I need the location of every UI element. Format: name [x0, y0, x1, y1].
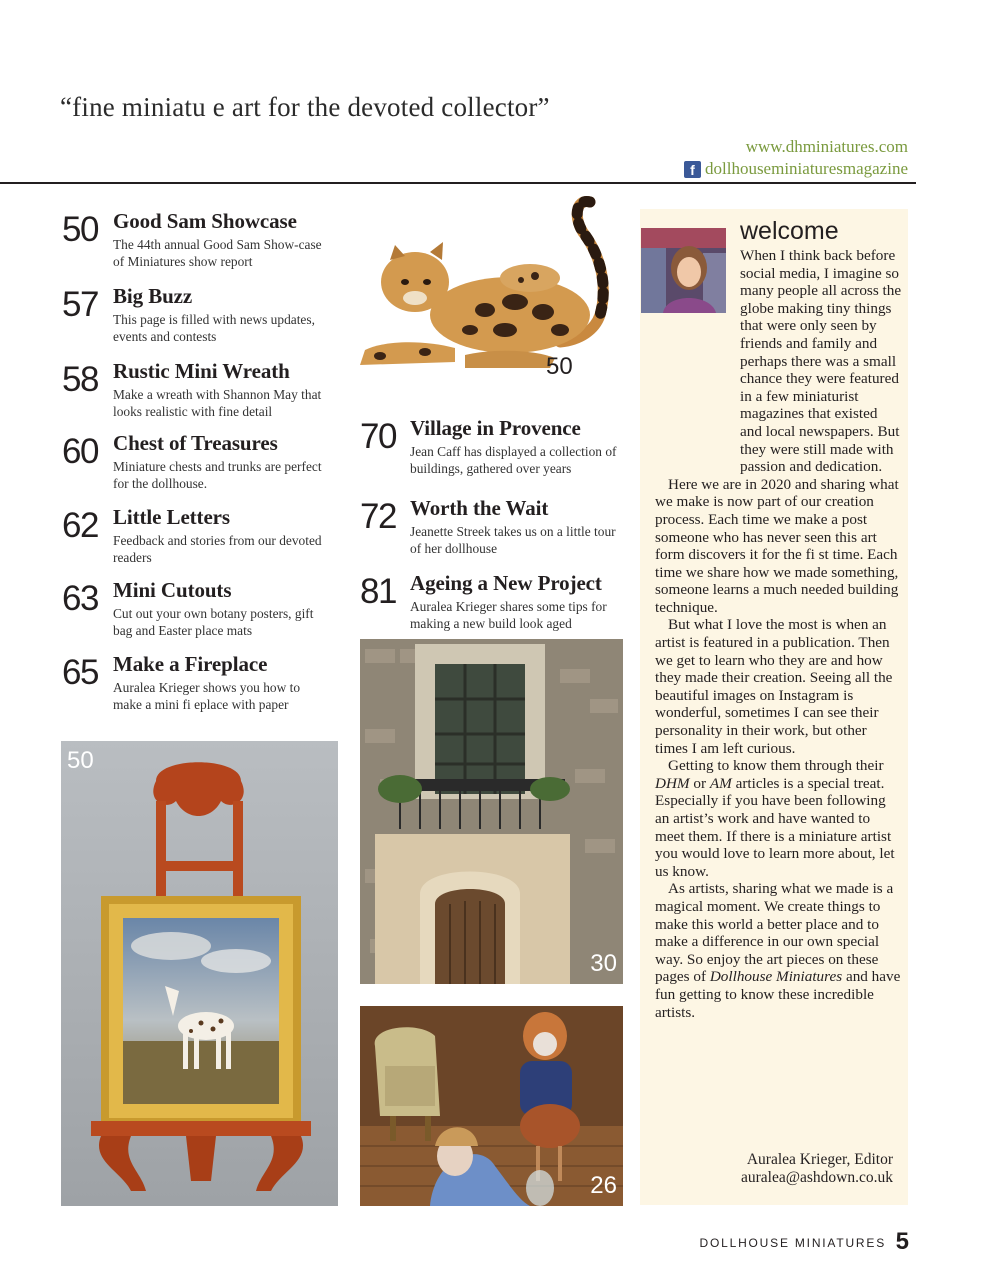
- contents-title: Mini Cutouts: [113, 578, 232, 602]
- leopard-photo[interactable]: [345, 190, 630, 385]
- footer-magazine-name: DOLLHOUSE MINIATURES: [699, 1236, 886, 1250]
- contents-page-number: 62: [62, 506, 98, 545]
- easel-painting-photo[interactable]: [61, 741, 338, 1206]
- figures-photo[interactable]: [360, 1006, 623, 1206]
- fireplace-illustration: [360, 639, 623, 984]
- figures-illustration: [360, 1006, 623, 1206]
- contents-title: Worth the Wait: [410, 496, 549, 520]
- contents-page-number: 81: [360, 572, 396, 611]
- contents-page-number: 63: [62, 579, 98, 618]
- page-number: 5: [895, 1228, 909, 1255]
- contents-title: Chest of Treasures: [113, 431, 278, 455]
- contents-page-number: 72: [360, 497, 396, 536]
- contents-title: Good Sam Showcase: [113, 209, 297, 233]
- magazine-tagline: “fine miniatu e art for the devoted collector”: [60, 92, 550, 122]
- website-link[interactable]: www.dhminiatures.com: [745, 137, 908, 156]
- contents-description: Jean Caff has displayed a collection of buildings, gathered over years: [410, 444, 617, 476]
- easel-illustration: [61, 741, 338, 1206]
- letter-paragraph: Getting to know them through their DHM or AM articles is a special treat. Especially if you have been following an artist’s work and have wanted to meet them. If there is a miniature artist you would love to learn more about, let us know.: [655, 757, 895, 880]
- letter-paragraph: As artists, sharing what we made is a magical moment. We create things to make this world a better place and to make a difference in our own special way. So enjoy the art pieces on these pages of Dollhouse Miniatures and have fun getting to know these incredible artists.: [655, 880, 901, 1021]
- contents-page-number: 60: [62, 432, 98, 471]
- contents-description: Make a wreath with Shannon May that looks realistic with fine detail: [113, 387, 322, 419]
- welcome-heading: welcome: [740, 217, 839, 245]
- photo-page-number: 50: [546, 353, 573, 380]
- contents-description: The 44th annual Good Sam Show-case of Miniatures show report: [113, 237, 322, 269]
- contents-description: Auralea Krieger shows you how to make a mini fi eplace with paper: [113, 680, 301, 712]
- letter-paragraph: When I think back before social media, I imagine so many people all across the globe making tiny things that were only seen by friends and family and perhaps there was a small chance they were featured in a few miniaturist magazines that existed and local newspapers. But they were still made with passion and dedication.: [740, 247, 902, 476]
- facebook-icon: f: [684, 161, 701, 178]
- contents-title: Village in Provence: [410, 416, 581, 440]
- photo-page-number: 50: [67, 747, 94, 774]
- editor-signature: [655, 1151, 893, 1187]
- contents-description: Miniature chests and trunks are perfect for the dollhouse.: [113, 459, 322, 491]
- contents-title: Make a Fireplace: [113, 652, 268, 676]
- leopard-illustration: [345, 190, 630, 385]
- photo-page-number: 26: [590, 1172, 617, 1199]
- contents-title: Rustic Mini Wreath: [113, 359, 290, 383]
- contents-title: Little Letters: [113, 505, 230, 529]
- contents-description: This page is filled with news updates, events and contests: [113, 312, 315, 344]
- editor-name: Auralea Krieger, Editor: [746, 1151, 893, 1168]
- facebook-handle: dollhouseminiaturesmagazine: [705, 159, 908, 178]
- letter-paragraph: Here we are in 2020 and sharing what we make is now part of our creation process. Each time we make a post someone who has never seen this art form discovers it for the fi st time. Each time we share how we made something, someone learns a much needed building technique.: [655, 475, 899, 616]
- header-divider: [0, 182, 916, 184]
- contents-title: Big Buzz: [113, 284, 193, 308]
- contents-description: Jeanette Streek takes us on a little tour of her dollhouse: [410, 524, 616, 556]
- contents-page-number: 57: [62, 285, 98, 324]
- contents-page-number: 70: [360, 417, 396, 456]
- contents-page-number: 50: [62, 210, 98, 249]
- photo-page-number: 30: [590, 950, 617, 977]
- contents-title: Ageing a New Project: [410, 571, 602, 595]
- editor-email[interactable]: auralea@ashdown.co.uk: [741, 1169, 893, 1186]
- contents-page-number: 65: [62, 653, 98, 692]
- editor-letter-body: [655, 247, 903, 1021]
- facebook-link[interactable]: [684, 159, 908, 179]
- letter-paragraph: But what I love the most is when an artist is featured in a publication. Then we get to learn who they are and how they made their creation. Seeing all the beautiful images on Instagram is wonderful, sometimes I can see their personality in their work, but other times I am left curious.: [655, 616, 893, 757]
- contents-description: Cut out your own botany posters, gift bag and Easter place mats: [113, 606, 314, 638]
- contents-description: Auralea Krieger shares some tips for making a new build look aged: [410, 599, 607, 631]
- contents-page-number: 58: [62, 360, 98, 399]
- fireplace-photo[interactable]: [360, 639, 623, 984]
- contents-description: Feedback and stories from our devoted readers: [113, 533, 322, 565]
